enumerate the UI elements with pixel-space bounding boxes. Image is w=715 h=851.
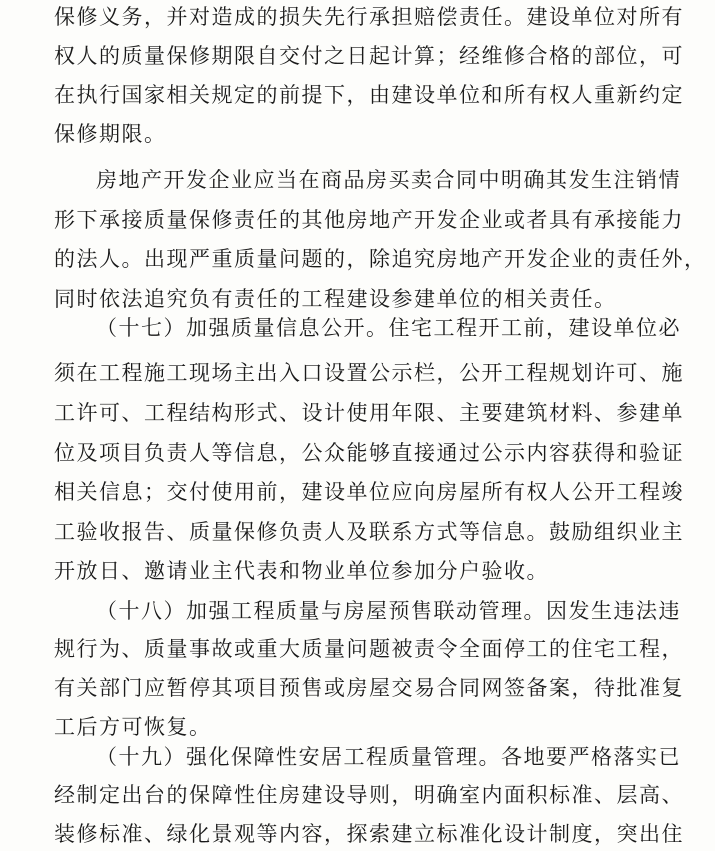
text-line: 在执行国家相关规定的前提下，由建设单位和所有权人重新约定: [54, 83, 684, 107]
text-line: 相关信息；交付使用前，建设单位应向房屋所有权人公开工程竣: [54, 480, 684, 504]
text-line: 同时依法追究负有责任的工程建设参建单位的相关责任。: [54, 287, 617, 311]
section-heading-19: （十九）强化保障性安居工程质量管理。各地要严格落实已: [96, 745, 681, 769]
paragraph-first-line: 房地产开发企业应当在商品房买卖合同中明确其发生注销情: [96, 168, 681, 192]
text-line: 开放日、邀请业主代表和物业单位参加分户验收。: [54, 559, 549, 583]
section-heading-18: （十八）加强工程质量与房屋预售联动管理。因发生违法违: [96, 599, 681, 623]
text-line: 须在工程施工现场主出入口设置公示栏，公开工程规划许可、施: [54, 361, 684, 385]
text-line: 装修标准、绿化景观等内容，探索建立标准化设计制度，突出住: [54, 822, 684, 846]
text-line: 工许可、工程结构形式、设计使用年限、主要建筑材料、参建单: [54, 401, 684, 425]
text-line: 工后方可恢复。: [54, 715, 212, 739]
text-line: 工验收报告、质量保修负责人及联系方式等信息。鼓励组织业主: [54, 520, 684, 544]
text-line: 保修义务，并对造成的损失先行承担赔偿责任。建设单位对所有: [54, 5, 684, 29]
text-line: 形下承接质量保修责任的其他房地产开发企业或者具有承接能力: [54, 208, 684, 232]
text-line: 权人的质量保修期限自交付之日起计算；经维修合格的部位，可: [54, 44, 684, 68]
text-line: 经制定出台的保障性住房建设导则，明确室内面积标准、层高、: [54, 783, 684, 807]
text-line: 的法人。出现严重质量问题的，除追究房地产开发企业的责任外，: [54, 247, 707, 271]
text-line: 有关部门应暂停其项目预售或房屋交易合同网签备案，待批准复: [54, 676, 684, 700]
text-line: 规行为、质量事故或重大质量问题被责令全面停工的住宅工程，: [54, 637, 684, 661]
section-heading-17: （十七）加强质量信息公开。住宅工程开工前，建设单位必: [96, 316, 681, 340]
text-line: 位及项目负责人等信息，公众能够直接通过公示内容获得和验证: [54, 441, 684, 465]
text-line: 保修期限。: [54, 122, 167, 146]
